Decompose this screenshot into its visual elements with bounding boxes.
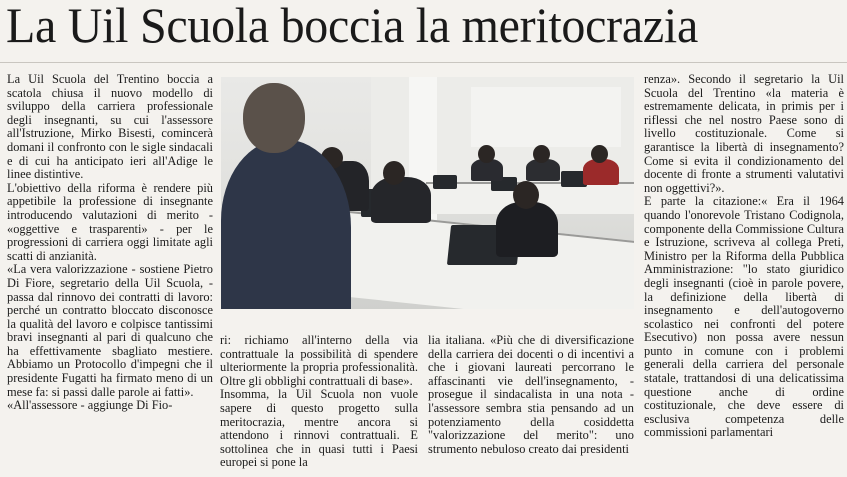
paragraph: ri: richiamo all'interno della via contrattuale la possibilità di spendere ulteriormente la propria professionalità. Oltre gli obblighi contrattuali di base».	[220, 334, 418, 388]
photo-student-head	[478, 145, 495, 163]
photo-student	[371, 177, 431, 223]
headline-rule	[0, 62, 847, 63]
photo-student	[583, 159, 619, 185]
photo-teacher	[221, 139, 351, 309]
paragraph: lia italiana. «Più che di diversificazione della carriera dei docenti o di incentivi a che i giovani laureati percorrano le affascinanti vie dell'insegnamento, - prosegue il sindacalista in una nota - l'assessore sembra stia pensando ad un potenziamento della cosiddetta "valorizzazione del merito": uno strumento nebuloso creato dai presidenti	[428, 334, 634, 456]
photo-laptop	[433, 175, 457, 189]
text-column-1	[7, 73, 213, 477]
paragraph: «La vera valorizzazione - sostiene Pietro Di Fiore, segretario della Uil Scuola, - passa dal rinnovo dei contratti di lavoro: perché un contratto bloccato disconosce la qualità del lavoro e colpisce tantissimi bravi insegnanti al pari di qualcuno che ha effettivamente sbagliato mestiere. Abbiamo un Protocollo d'impegni che il presidente Fugatti ha firmato meno di un mese fa: si passi dalle parole ai fatti».	[7, 262, 213, 399]
paragraph: L'obiettivo della riforma è rendere più appetibile la professione di insegnante introducendo valutazioni di merito - «oggettive e trasparenti» - per le progressioni di carriera oggi limitate agli scatti di anzianità.	[7, 180, 213, 263]
photo-student-head	[591, 145, 608, 163]
text-column-3	[428, 334, 634, 477]
photo-student-head	[513, 181, 539, 209]
classroom-photo	[221, 77, 634, 309]
paragraph: La Uil Scuola del Trentino boccia a scatola chiusa il nuovo modello di sviluppo della carriera professionale degli insegnanti, su cui l'assessore all'Istruzione, Mirko Bisesti, comincerà domani il confronto con le sigle sindacali e di cui ha anticipato ieri all'Adige le linee distintive.	[7, 73, 213, 182]
photo-teacher-head	[243, 83, 305, 153]
article-headline: La Uil Scuola boccia la meritocrazia	[6, 0, 698, 53]
photo-student	[496, 202, 558, 257]
paragraph: E parte la citazione:« Era il 1964 quando l'onorevole Tristano Codignola, componente della Commissione Cultura e Istruzione, scriveva al collega Preti, Ministro per la Riforma della Pubblica Amministrazione: "lo stato giuridico degli insegnanti (cioè in parole povere, la definizione della libertà di insegnamento e dell'autogoverno scolastico nei confronti del potere Esecutivo) non possa avere nessun punto in comune con i problemi generali della carriera del personale statale, trattandosi di una delicatissima questione anche di ordine costituzionale, che deve essere di esclusiva competenza delle commissioni parlamentari	[644, 194, 844, 440]
paragraph: «All'assessore - aggiunge Di Fio-	[7, 398, 173, 413]
photo-student-head	[533, 145, 550, 163]
photo-window	[471, 87, 621, 147]
text-column-2	[220, 334, 418, 477]
text-column-4	[644, 73, 844, 477]
paragraph: Insomma, la Uil Scuola non vuole sapere di questo progetto sulla meritocrazia, mentre ancora si attendono i rinnovi contrattuali. E sottolinea che in quasi tutti i Paesi europei si pone la	[220, 387, 418, 470]
photo-student-head	[383, 161, 405, 185]
paragraph: renza». Secondo il segretario la Uil Scuola del Trentino «la materia è estremamente delicata, in primis per i riflessi che nel nostro Paese sono di livello costituzionale. Come si garantisce la libertà di insegnamento? Come si evita il condizionamento del docente di fronte a strumenti valutativi non oggettivi?».	[644, 73, 844, 195]
